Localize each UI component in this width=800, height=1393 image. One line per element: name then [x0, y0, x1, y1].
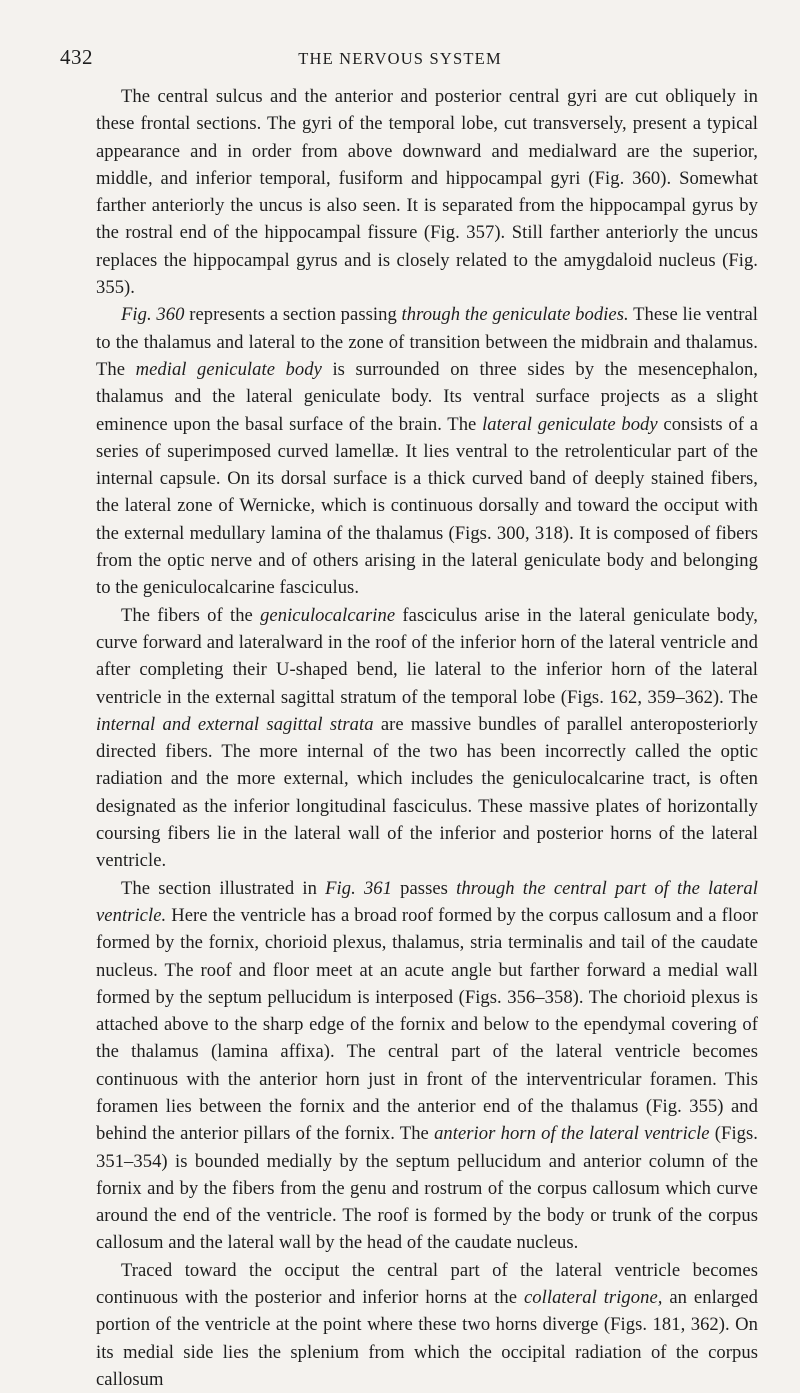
paragraph [96, 301, 758, 601]
text-run: These lie ventral to the thalamus and lateral to the zone of transition between the midbrain and thalamus. The [96, 304, 758, 380]
paragraph [96, 875, 758, 1257]
italic-term: collateral trigone, [524, 1287, 663, 1309]
running-head-title: THE NERVOUS SYSTEM [298, 49, 502, 68]
text-run: (Figs. 351–354) is bounded medially by the septum pellucidum and anterior column of the fornix and by the fibers from the genu and rostrum of the corpus callosum which curve around the end of the ventricle. The roof is formed by the body or trunk of the corpus callosum and the lateral wall by the head of the caudate nucleus. [96, 1123, 758, 1254]
italic-term: lateral geniculate body [482, 413, 658, 435]
italic-term: geniculocalcarine [260, 604, 396, 626]
text-run: Here the ventricle has a broad roof formed by the corpus callosum and a floor formed by the fornix, chorioid plexus, thalamus, stria terminalis and tail of the caudate nucleus. The roof and floor meet at an acute angle but farther forward a medial wall formed by the septum pellucidum is interposed (Figs. 356–358). The chorioid plexus is attached above to the sharp edge of the fornix and below to the ependymal covering of the thalamus (lamina affixa). The central part of the lateral ventricle becomes continuous with the anterior horn just in front of the interventricular foramen. This foramen lies between the fornix and the anterior end of the thalamus (Fig. 355) and behind the anterior pillars of the fornix. The [96, 904, 758, 1145]
text-run: The fibers of the [121, 604, 261, 626]
running-head [0, 45, 800, 75]
text-run: passes [392, 877, 457, 899]
text-run: consists of a series of superimposed curved lamellæ. It lies ventral to the retrolenticular part of the internal capsule. On its dorsal surface is a thick curved band of deeply stained fibers, the lateral zone of Wernicke, which is continuous dorsally and toward the occiput with the external medullary lamina of the thalamus (Figs. 300, 318). It is composed of fibers from the optic nerve and of others arising in the lateral geniculate body and belonging to the geniculocalcarine fasciculus. [96, 413, 758, 599]
italic-term: medial geniculate body [135, 358, 322, 380]
text-run: Traced toward the occiput the central part of the lateral ventricle becomes continuous with the posterior and inferior horns at the [96, 1259, 758, 1309]
figure-reference: Fig. 361 [325, 877, 392, 899]
paragraph [96, 83, 758, 301]
text-run: The section illustrated in [121, 877, 326, 899]
text-run: The central sulcus and the anterior and posterior central gyri are cut obliquely in these frontal sections. The gyri of the temporal lobe, cut transversely, present a typical appearance and in order from above downward and medialward are the superior, middle, and inferior temporal, fusiform and hippocampal gyri (Fig. 360). Somewhat farther anteriorly the uncus is also seen. It is separated from the hippocampal gyrus by the rostral end of the hippocampal fissure (Fig. 357). Still farther anteriorly the uncus replaces the hippocampal gyrus and is closely related to the amygdaloid nucleus (Fig. 355). [96, 86, 758, 299]
italic-term: anterior horn of the lateral ventricle [434, 1123, 710, 1145]
text-run: are massive bundles of parallel anteroposteriorly directed fibers. The more internal of the two has been incorrectly called the optic radiation and the more external, which includes the geniculocalcarine tract, is often designated as the inferior longitudinal fasciculus. These massive plates of horizontally coursing fibers lie in the lateral wall of the inferior and posterior horns of the lateral ventricle. [96, 713, 758, 872]
page-number: 432 [60, 45, 93, 69]
paragraph [96, 602, 758, 875]
text-run: is surrounded on three sides by the mesencephalon, thalamus and the lateral geniculate body. Its ventral surface projects as a slight eminence upon the basal surface of the brain. The [96, 358, 758, 435]
italic-term: internal and external sagittal strata [96, 713, 374, 735]
body-text [96, 83, 758, 1393]
paragraph [96, 1257, 758, 1393]
italic-phrase: through the central part of the lateral ventricle. [96, 877, 758, 926]
italic-phrase: through the geniculate bodies. [401, 304, 629, 326]
text-run: an enlarged portion of the ventricle at the point where these two horns diverge (Figs. 181, 362). On its medial side lies the splenium from which the occipital radiation of the corpus callosum [96, 1287, 758, 1390]
figure-reference: Fig. 360 [121, 304, 185, 326]
text-run: represents a section passing [184, 304, 402, 326]
text-run: fasciculus arise in the lateral geniculate body, curve forward and lateralward in the roof of the inferior horn of the lateral ventricle and after completing their U-shaped bend, lie lateral to the inferior horn of the lateral ventricle in the external sagittal stratum of the temporal lobe (Figs. 162, 359–362). The [96, 604, 758, 708]
